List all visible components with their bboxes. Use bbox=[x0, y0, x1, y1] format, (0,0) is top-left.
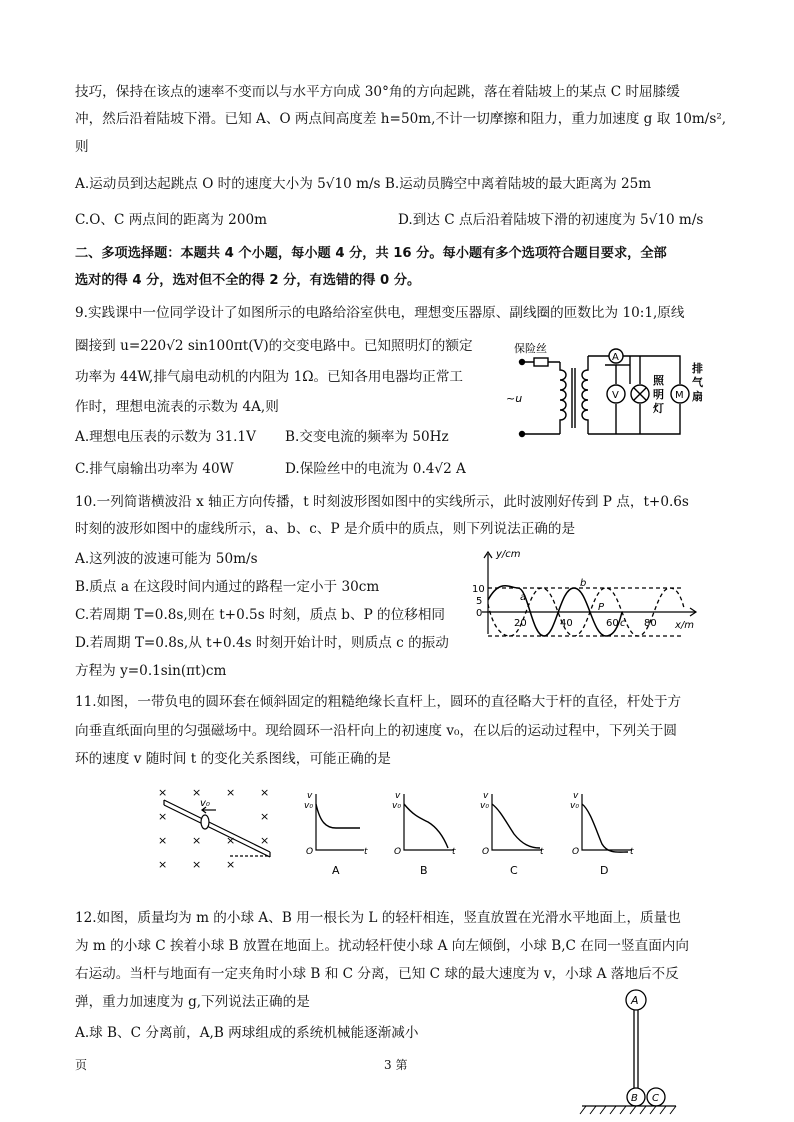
text-line: 冲，然后沿着陆坡下滑。已知 A、O 两点间高度差 h=50m,不计一切摩擦和阻力，重力加速度 g 取 10m/s², bbox=[75, 111, 727, 127]
question-11: 向垂直纸面向里的匀强磁场中。现给圆环一沿杆向上的初速度 v₀，在以后的运动过程中，下列关于圆 bbox=[75, 723, 677, 739]
y-axis-label: y/cm bbox=[496, 549, 521, 560]
svg-text:×: × bbox=[260, 810, 270, 823]
y-tick: 0 bbox=[476, 608, 483, 619]
origin-label: O bbox=[482, 847, 490, 857]
option-line: A.运动员到达起跳点 O 时的速度大小为 5√10 m/s B.运动员腾空中离着陆坡的最大距离为 25m bbox=[75, 176, 652, 192]
t-axis-label: t bbox=[364, 847, 368, 857]
option-label-b: B bbox=[420, 864, 428, 877]
origin-label: O bbox=[394, 847, 402, 857]
question-9: 功率为 44W,排气扇电动机的内阻为 1Ω。已知各用电器均正常工 bbox=[75, 369, 464, 385]
question-10: 时刻的波形如图中的虚线所示，a、b、c、P 是介质中的质点，则下列说法正确的是 bbox=[75, 521, 576, 537]
svg-text:×: × bbox=[158, 834, 168, 847]
option-label-a: A bbox=[332, 864, 340, 877]
option-a: A.球 B、C 分离前，A,B 两球组成的系统机械能逐渐减小 bbox=[75, 1025, 419, 1041]
svg-text:×: × bbox=[158, 810, 168, 823]
question-10: 10.一列简谐横波沿 x 轴正方向传播，t 时刻波形图如图中的实线所示，此时波刚好传到 P 点，t+0.6s bbox=[75, 494, 689, 510]
origin-label: O bbox=[306, 847, 314, 857]
text-line: 技巧，保持在该点的速率不变而以与水平方向成 30°角的方向起跳，落在着陆坡上的某点 C 时屈膝缓 bbox=[75, 84, 680, 100]
point-p: P bbox=[598, 602, 605, 613]
v0-axis-label: v₀ bbox=[570, 801, 579, 811]
point-b: b bbox=[580, 578, 587, 589]
rod-balls-diagram bbox=[572, 984, 680, 1116]
question-11: 11.如图，一带负电的圆环套在倾斜固定的粗糙绝缘长直杆上，圆环的直径略大于杆的直径，杆处于方 bbox=[75, 694, 682, 710]
v-axis-label: v bbox=[483, 791, 489, 801]
lamp-label-3: 灯 bbox=[653, 402, 664, 415]
v-axis-label: v bbox=[395, 791, 401, 801]
lamp-label-1: 照 bbox=[653, 374, 664, 387]
q11-option-graphs bbox=[296, 788, 646, 880]
svg-text:×: × bbox=[192, 858, 202, 871]
ammeter-label: A bbox=[612, 352, 619, 363]
y-tick: 5 bbox=[476, 596, 483, 607]
text-line: 则 bbox=[75, 139, 89, 155]
svg-text:×: × bbox=[192, 834, 202, 847]
question-9: 9.实践课中一位同学设计了如图所示的电路给浴室供电，理想变压器原、副线圈的匝数比为 10:1,原线 bbox=[75, 305, 685, 321]
fuse-label: 保险丝 bbox=[514, 342, 547, 355]
fan-label-2: 气 bbox=[692, 376, 703, 389]
question-9: 作时，理想电流表的示数为 4A,则 bbox=[75, 399, 279, 415]
ball-a-label: A bbox=[631, 994, 639, 1007]
x-tick: 20 bbox=[514, 618, 527, 629]
point-c: c bbox=[620, 618, 626, 629]
x-tick: 80 bbox=[644, 618, 657, 629]
option-d: D.若周期 T=0.8s,从 t+0.4s 时刻开始计时，则质点 c 的振动 bbox=[75, 635, 449, 651]
option-a: A.这列波的波速可能为 50m/s bbox=[75, 551, 258, 567]
option-d: D.保险丝中的电流为 0.4√2 A bbox=[285, 461, 466, 477]
t-axis-label: t bbox=[540, 847, 544, 857]
v0-axis-label: v₀ bbox=[392, 801, 401, 811]
option-a: A.理想电压表的示数为 31.1V bbox=[75, 429, 256, 445]
svg-text:×: × bbox=[226, 858, 236, 871]
question-9: 圈接到 u=220√2 sin100πt(V)的交变电路中。已知照明灯的额定 bbox=[75, 338, 473, 354]
option-b: B.交变电流的频率为 50Hz bbox=[285, 429, 449, 445]
voltmeter-label: V bbox=[612, 390, 619, 401]
option-d: D.到达 C 点后沿着陆坡下滑的初速度为 5√10 m/s bbox=[398, 212, 704, 228]
svg-text:×: × bbox=[158, 786, 168, 799]
question-12: 12.如图，质量均为 m 的小球 A、B 用一根长为 L 的轻杆相连，竖直放置在光滑水平地面上，质量也 bbox=[75, 910, 681, 926]
v0-label: v₀ bbox=[200, 798, 210, 809]
v0-axis-label: v₀ bbox=[480, 801, 489, 811]
svg-text:×: × bbox=[260, 786, 270, 799]
ball-c-label: C bbox=[652, 1093, 659, 1104]
option-c: C.若周期 T=0.8s,则在 t+0.5s 时刻，质点 b、P 的位移相同 bbox=[75, 607, 446, 623]
x-tick: 40 bbox=[560, 618, 573, 629]
question-12: 为 m 的小球 C 挨着小球 B 放置在地面上。扰动轻杆使小球 A 向左倾倒，小球 B,C 在同一竖直面内向 bbox=[75, 938, 689, 954]
fan-label-1: 排 bbox=[692, 362, 703, 375]
v0-axis-label: v₀ bbox=[304, 801, 313, 811]
y-tick: 10 bbox=[472, 584, 485, 595]
option-label-c: C bbox=[510, 864, 518, 877]
lamp-label-2: 明 bbox=[653, 388, 664, 401]
ball-b-label: B bbox=[631, 1093, 638, 1104]
question-11: 环的速度 v 随时间 t 的变化关系图线，可能正确的是 bbox=[75, 751, 391, 767]
t-axis-label: t bbox=[630, 847, 634, 857]
x-tick: 60 bbox=[606, 618, 619, 629]
v-axis-label: v bbox=[307, 791, 313, 801]
section-heading: 二、多项选择题：本题共 4 个小题，每小题 4 分，共 16 分。每小题有多个选项符合题目要求，全部 bbox=[75, 246, 667, 261]
source-label: ~u bbox=[506, 392, 523, 405]
x-axis-label: x/m bbox=[675, 620, 695, 631]
question-12: 弹，重力加速度为 g,下列说法正确的是 bbox=[75, 994, 310, 1010]
svg-text:×: × bbox=[226, 834, 236, 847]
magnetic-field-rod-diagram bbox=[150, 780, 290, 875]
wave-graph bbox=[470, 548, 700, 644]
footer-left: 页 bbox=[75, 1058, 88, 1072]
fan-label-3: 扇 bbox=[692, 390, 703, 403]
t-axis-label: t bbox=[452, 847, 456, 857]
motor-label: M bbox=[675, 390, 684, 401]
section-heading: 选对的得 4 分，选对但不全的得 2 分，有选错的得 0 分。 bbox=[75, 273, 421, 288]
footer-page-number: 3 第 bbox=[384, 1058, 408, 1072]
circuit-diagram bbox=[500, 340, 703, 442]
v-axis-label: v bbox=[573, 791, 579, 801]
question-12: 右运动。当杆与地面有一定夹角时小球 B 和 C 分离，已知 C 球的最大速度为 v，小球 A 落地后不反 bbox=[75, 966, 679, 982]
option-d: 方程为 y=0.1sin(πt)cm bbox=[75, 663, 227, 679]
point-a: a bbox=[520, 592, 527, 603]
svg-text:×: × bbox=[260, 834, 270, 847]
svg-text:×: × bbox=[226, 786, 236, 799]
option-b: B.质点 a 在这段时间内通过的路程一定小于 30cm bbox=[75, 579, 380, 595]
origin-label: O bbox=[572, 847, 580, 857]
option-label-d: D bbox=[600, 864, 609, 877]
option-c: C.排气扇输出功率为 40W bbox=[75, 461, 234, 477]
option-c: C.O、C 两点间的距离为 200m bbox=[75, 212, 268, 228]
svg-text:×: × bbox=[192, 786, 202, 799]
svg-text:×: × bbox=[158, 858, 168, 871]
